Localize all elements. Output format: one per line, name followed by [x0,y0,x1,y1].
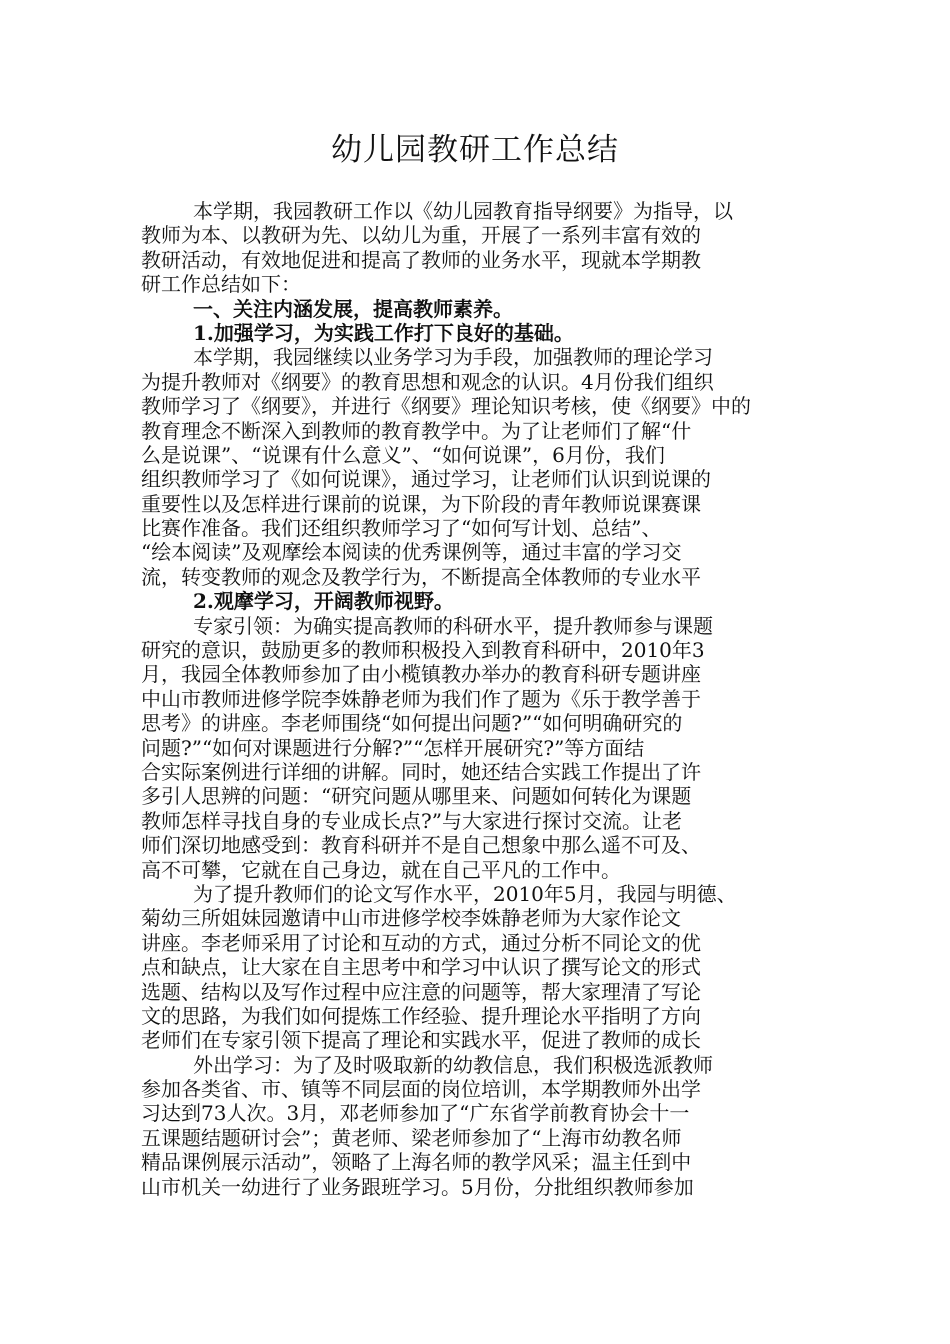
paragraph-line: 专家引领：为确实提高教师的科研水平，提升教师参与课题 [193,613,713,638]
paragraph-line: 五课题结题研讨会”；黄老师、梁老师参加了“上海市幼教名师 [141,1125,682,1150]
paragraph-line: 文的思路，为我们如何提炼工作经验、提升理论水平指明了方向 [141,1003,701,1028]
paragraph-line: 外出学习：为了及时吸取新的幼教信息，我们积极选派教师 [193,1052,713,1077]
paragraph-line: 流，转变教师的观念及教学行为，不断提高全体教师的专业水平 [141,564,701,589]
document-body [141,199,821,1199]
paragraph-line: 月，我园全体教师参加了由小榄镇教办举办的教育科研专题讲座 [141,662,701,687]
paragraph-line: 师们深切地感受到：教育科研并不是自己想象中那么遥不可及、 [141,833,701,858]
paragraph-line: 教研活动，有效地促进和提高了教师的业务水平，现就本学期教 [141,247,701,272]
paragraph-line: 研工作总结如下： [141,272,301,297]
section-heading-line: 1.加强学习，为实践工作打下良好的基础。 [193,320,574,345]
section-heading-line: 一、关注内涵发展，提高教师素养。 [193,296,513,321]
paragraph-line: 思考》的讲座。李老师围绕“如何提出问题?”“如何明确研究的 [141,711,683,736]
paragraph-line: 问题?”“如何对课题进行分解?”“怎样开展研究?”等方面结 [141,735,645,760]
paragraph-line: 菊幼三所姐妹园邀请中山市进修学校李姝静老师为大家作论文 [141,906,681,931]
paragraph-line: 本学期，我园继续以业务学习为手段，加强教师的理论学习 [193,345,713,370]
paragraph-line: 中山市教师进修学院李姝静老师为我们作了题为《乐于教学善于 [141,686,701,711]
paragraph-line: 山市机关一幼进行了业务跟班学习。5月份，分批组织教师参加 [141,1174,694,1199]
paragraph-line: 么是说课”、“说课有什么意义”、“如何说课”，6月份，我们 [141,442,665,467]
paragraph-line: 参加各类省、市、镇等不同层面的岗位培训，本学期教师外出学 [141,1077,701,1102]
paragraph-line: 老师们在专家引领下提高了理论和实践水平，促进了教师的成长 [141,1028,701,1053]
paragraph-line: 讲座。李老师采用了讨论和互动的方式，通过分析不同论文的优 [141,930,701,955]
paragraph-line: 高不可攀，它就在自己身边，就在自己平凡的工作中。 [141,857,621,882]
paragraph-line: 本学期，我园教研工作以《幼儿园教育指导纲要》为指导，以 [193,199,733,223]
paragraph-line: 习达到73人次。3月，邓老师参加了“广东省学前教育协会十一 [141,1101,690,1126]
paragraph-line: 精品课例展示活动”，领略了上海名师的教学风采；温主任到中 [141,1150,692,1175]
paragraph-line: 教师怎样寻找自身的专业成长点?”与大家进行探讨交流。让老 [141,808,682,833]
paragraph-line: 教育理念不断深入到教师的教育教学中。为了让老师们了解“什 [141,418,692,443]
paragraph-line: 点和缺点，让大家在自主思考中和学习中认识了撰写论文的形式 [141,955,701,980]
paragraph-line: 重要性以及怎样进行课前的说课，为下阶段的青年教师说课赛课 [141,491,701,516]
document-title: 幼儿园教研工作总结 [331,132,619,168]
paragraph-line: 比赛作准备。我们还组织教师学习了“如何写计划、总结”、 [141,516,662,541]
paragraph-line: 为了提升教师们的论文写作水平，2010年5月，我园与明德、 [193,881,737,906]
paragraph-line: 研究的意识，鼓励更多的教师积极投入到教育科研中，2010年3 [141,638,705,663]
paragraph-line: 为提升教师对《纲要》的教育思想和观念的认识。4月份我们组织 [141,369,714,394]
paragraph-line: 教师学习了《纲要》，并进行《纲要》理论知识考核，使《纲要》中的 [141,394,751,419]
paragraph-line: 教师为本、以教研为先、以幼儿为重，开展了一系列丰富有效的 [141,223,701,248]
paragraph-line: “绘本阅读”及观摩绘本阅读的优秀课例等，通过丰富的学习交 [141,540,682,565]
paragraph-line: 组织教师学习了《如何说课》，通过学习，让老师们认识到说课的 [141,467,711,492]
section-heading-line: 2.观摩学习，开阔教师视野。 [193,589,454,614]
paragraph-line: 多引人思辨的问题：“研究问题从哪里来、问题如何转化为课题 [141,784,692,809]
paragraph-line: 合实际案例进行详细的讲解。同时，她还结合实践工作提出了许 [141,759,701,784]
paragraph-line: 选题、结构以及写作过程中应注意的问题等，帮大家理清了写论 [141,979,701,1004]
